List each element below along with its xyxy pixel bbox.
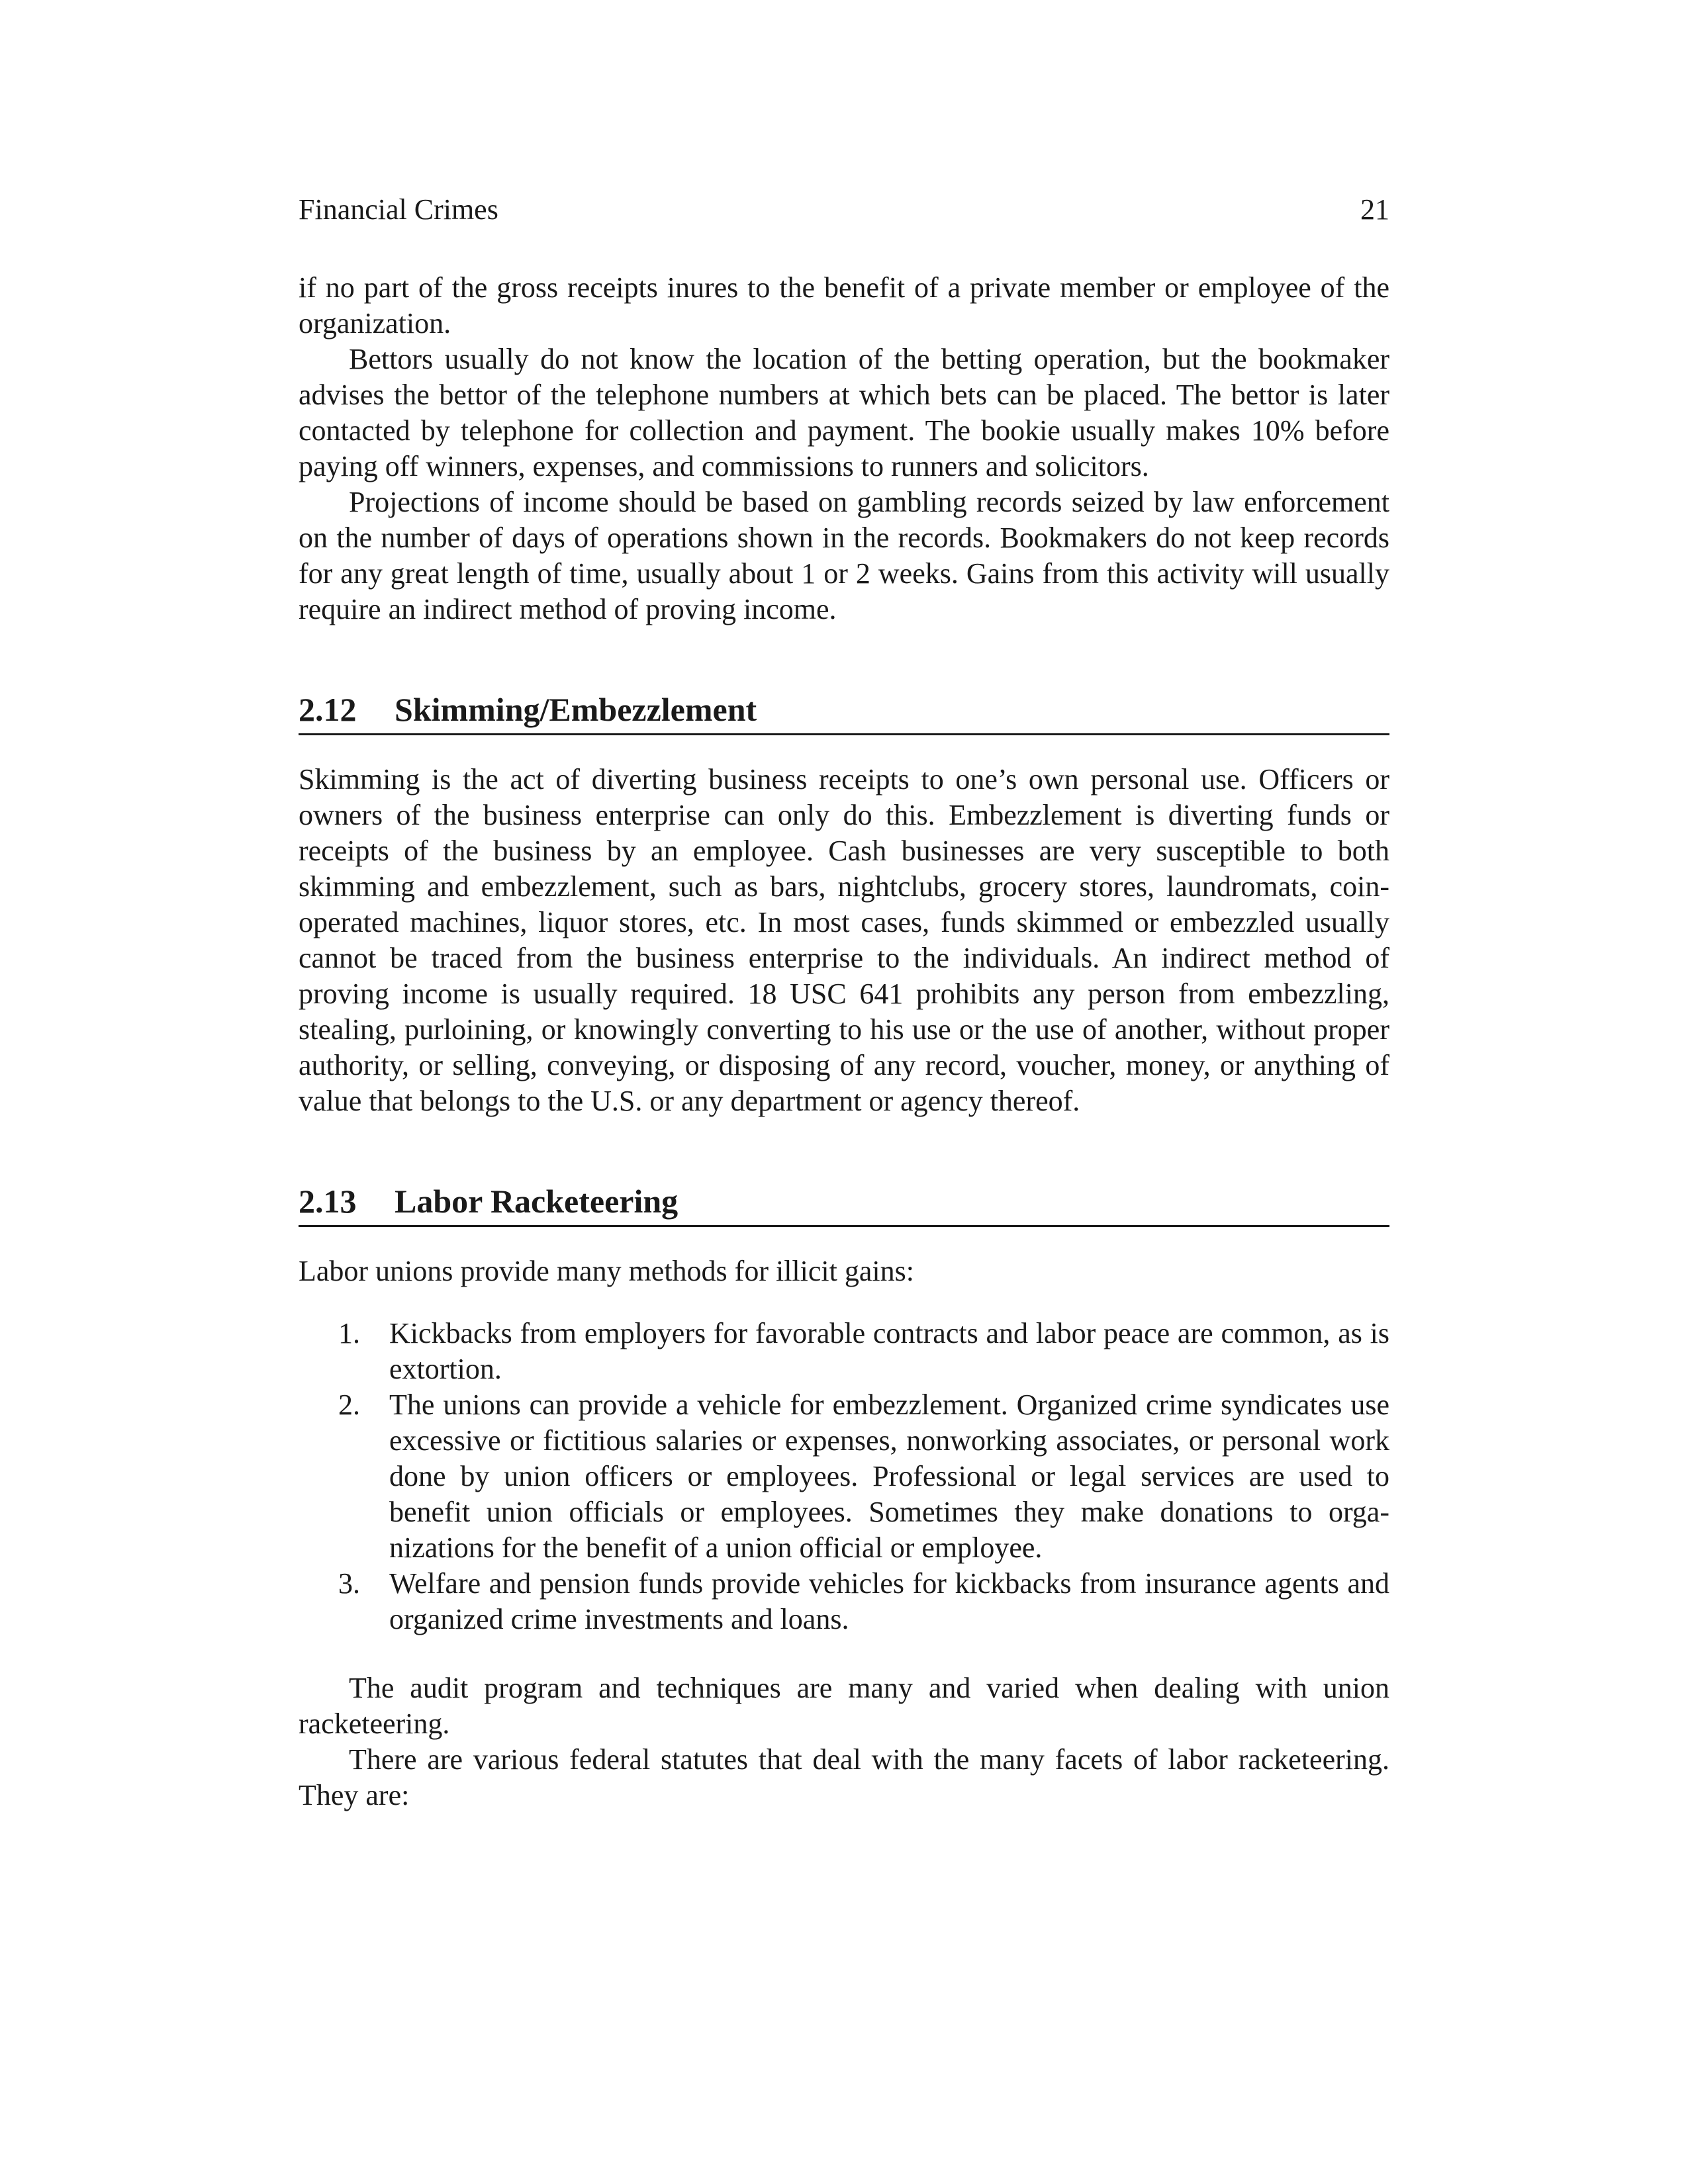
statutes-paragraph: There are various federal statutes that deal with the many facets of labor racketeering. They are: (299, 1743, 1389, 1811)
list-item (299, 1316, 1389, 1387)
list-item-text: Kickbacks from employers for favorable contracts and labor peace are common, as is extortion. (389, 1317, 1389, 1385)
list-item (299, 1566, 1389, 1637)
page-number: 21 (1360, 193, 1389, 226)
list-marker: 3. (338, 1567, 360, 1600)
list-marker: 2. (338, 1388, 360, 1421)
audit-paragraph: The audit program and techniques are many and varied when dealing with union racketeering. (299, 1672, 1389, 1740)
list-item-text: The unions can provide a vehicle for embezzlement. Organized crime syndicates use excessive or fictitious salaries or expenses, nonworking associates, or personal work done by union officers or employees. Professional or legal services are used to benefit union officials or employees. Sometimes they make donations to organizations for the benefit of a union official or employee. (389, 1388, 1389, 1564)
section-heading-2-13 (299, 1181, 1389, 1227)
section-heading-2-12 (299, 690, 1389, 735)
section-number: 2.12 (299, 691, 357, 728)
running-head (299, 192, 1389, 228)
continuation-paragraph: if no part of the gross receipts inures to the benefit of a private member or employee of the organization. (299, 271, 1389, 340)
running-title: Financial Crimes (299, 193, 498, 226)
list-marker: 1. (338, 1317, 360, 1349)
section-number: 2.13 (299, 1183, 357, 1220)
projections-paragraph: Projections of income should be based on gambling records seized by law enforcement on the number of days of operations shown in the records. Bookmakers do not keep records for any great length of time, usually about 1 or 2 weeks. Gains from this activity will usually require an indirect method of proving income. (299, 486, 1389, 625)
section-title: Labor Racketeering (395, 1183, 679, 1220)
book-page (299, 192, 1389, 1813)
list-item (299, 1387, 1389, 1566)
list-item-text: Welfare and pension funds provide vehicles for kickbacks from insurance agents and organized crime investments and loans. (389, 1567, 1389, 1635)
bettors-paragraph: Bettors usually do not know the location of the betting operation, but the bookmaker advises the bettor of the telephone numbers at which bets can be placed. The bettor is later contacted by telephone for collection and payment. The bookie usually makes 10% before paying off winners, expenses, and commissions to runners and solicitors. (299, 343, 1389, 482)
numbered-list (299, 1316, 1389, 1637)
skimming-paragraph: Skimming is the act of diverting business receipts to one’s own personal use. Officers or owners of the business enterprise can only do this. Embezzlement is diverting funds or receipts of the business by an employee. Cash businesses are very susceptible to both skimming and embezzlement, such as bars, nightclubs, grocery stores, laundromats, coin-operated machines, liquor stores, etc. In most cases, funds skimmed or embezzled usually cannot be traced from the business enterprise to the individuals. An indirect method of proving income is usually required. 18 USC 641 prohibits any person from embezzling, stealing, purloining, or knowingly converting to his use or the use of another, without proper authority, or selling, conveying, or disposing of any record, voucher, money, or anything of value that belongs to the U.S. or any department or agency thereof. (299, 763, 1389, 1117)
section-title: Skimming/Embezzlement (395, 691, 757, 728)
labor-lead-paragraph: Labor unions provide many methods for illicit gains: (299, 1255, 914, 1287)
